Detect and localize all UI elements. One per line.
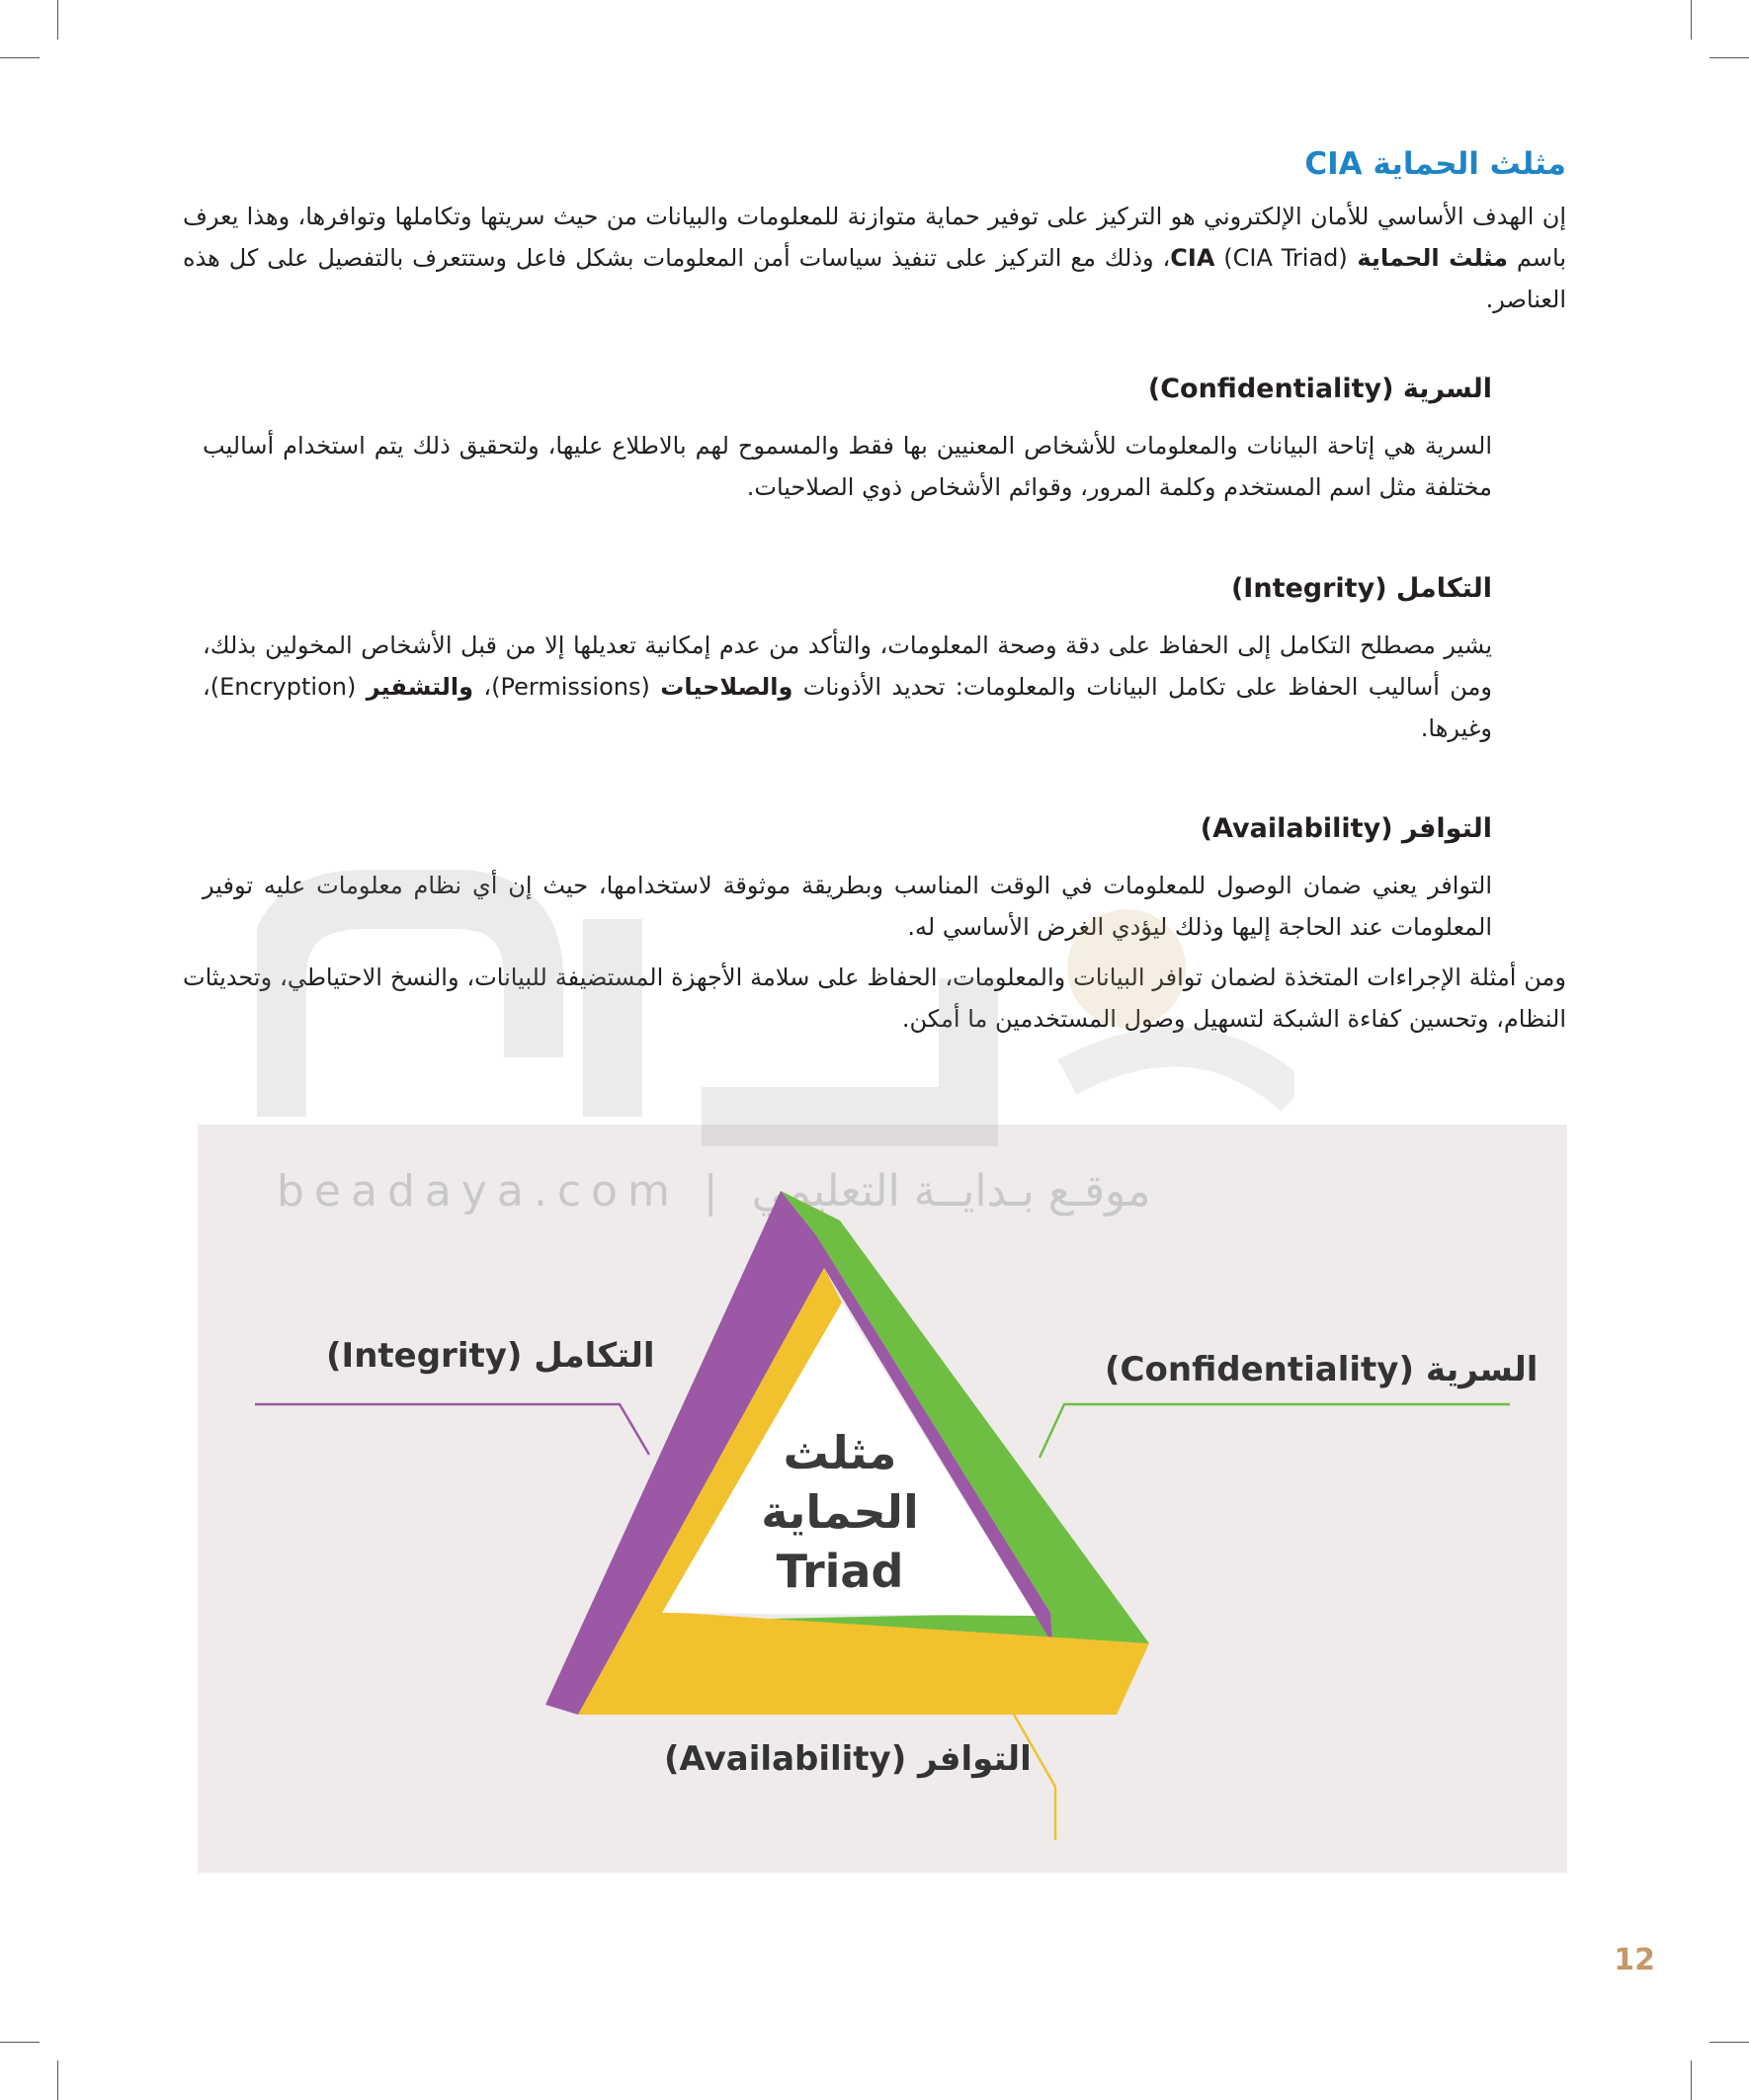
triangle-center-text bbox=[721, 1423, 958, 1601]
integrity-bold-term: والتشفير bbox=[366, 673, 474, 701]
intro-bold-term: مثلث الحماية CIA bbox=[1170, 244, 1509, 272]
integrity-bold-term: والصلاحيات bbox=[660, 673, 793, 701]
integrity-label: التكامل (Integrity) bbox=[326, 1336, 655, 1376]
section-title: مثلث الحماية CIA bbox=[1304, 146, 1566, 182]
center-line-3: Triad bbox=[776, 1545, 904, 1598]
integrity-connector-line bbox=[255, 1404, 649, 1455]
integrity-heading: التكامل (Integrity) bbox=[1230, 573, 1492, 604]
watermark-text: beadaya.com | موقـع بـدايــة التعليمي bbox=[277, 1166, 1151, 1217]
integrity-text: (Encryption)، وغيرها. bbox=[203, 673, 1492, 742]
intro-text: إن الهدف الأساسي للأمان الإلكتروني هو التركيز على توفير حماية متوازنة للمعلومات والبيانات من حيث سريتها وتكاملها وتوافرها، وهذا يعرف باسم bbox=[183, 203, 1567, 272]
confidentiality-connector-line bbox=[1040, 1404, 1510, 1458]
availability-heading: التوافر (Availability) bbox=[1200, 813, 1492, 844]
availability-paragraph-2: ومن أمثلة الإجراءات المتخذة لضمان توافر البيانات والمعلومات، الحفاظ على سلامة الأجهزة المستضيفة للبيانات، والنسخ الاحتياطي، وتحديثات النظام، وتحسين كفاءة الشبكة لتسهيل وصول المستخدمين ما أمكن. bbox=[183, 964, 1566, 1033]
confidentiality-label: السرية (Confidentiality) bbox=[1105, 1350, 1539, 1389]
integrity-text: يشير مصطلح التكامل إلى الحفاظ على دقة وصحة المعلومات، والتأكد من عدم إمكانية تعديلها إلا من قبل الأشخاص المخولين بذلك، ومن أساليب الحفاظ على تكامل البيانات والمعلومات: تحديد الأذونات bbox=[203, 631, 1492, 701]
integrity-text: (Permissions)، bbox=[473, 673, 661, 701]
center-line-2: الحماية bbox=[761, 1485, 919, 1539]
availability-label: التوافر (Availability) bbox=[664, 1739, 1032, 1779]
availability-paragraph-1: التوافر يعني ضمان الوصول للمعلومات في الوقت المناسب وبطريقة موثوقة لاستخدامها، حيث إن أي نظام معلومات عليه توفير المعلومات عند الحاجة إليها وذلك ليؤدي الغرض الأساسي له. bbox=[203, 872, 1492, 941]
confidentiality-heading: السرية (Confidentiality) bbox=[1147, 374, 1492, 404]
page-number: 12 bbox=[1614, 1943, 1655, 1977]
intro-text: (CIA Triad)، وذلك مع التركيز على تنفيذ سياسات أمن المعلومات بشكل فاعل وستتعرف بالتفصيل على كل هذه العناصر. bbox=[183, 244, 1566, 313]
confidentiality-paragraph: السرية هي إتاحة البيانات والمعلومات للأشخاص المعنيين بها فقط والمسموح لهم بالاطلاع عليها، ولتحقيق ذلك يتم استخدام أساليب مختلفة مثل اسم المستخدم وكلمة المرور، وقوائم الأشخاص ذوي الصلاحيات. bbox=[203, 432, 1492, 501]
center-line-1: مثلث bbox=[783, 1426, 897, 1479]
